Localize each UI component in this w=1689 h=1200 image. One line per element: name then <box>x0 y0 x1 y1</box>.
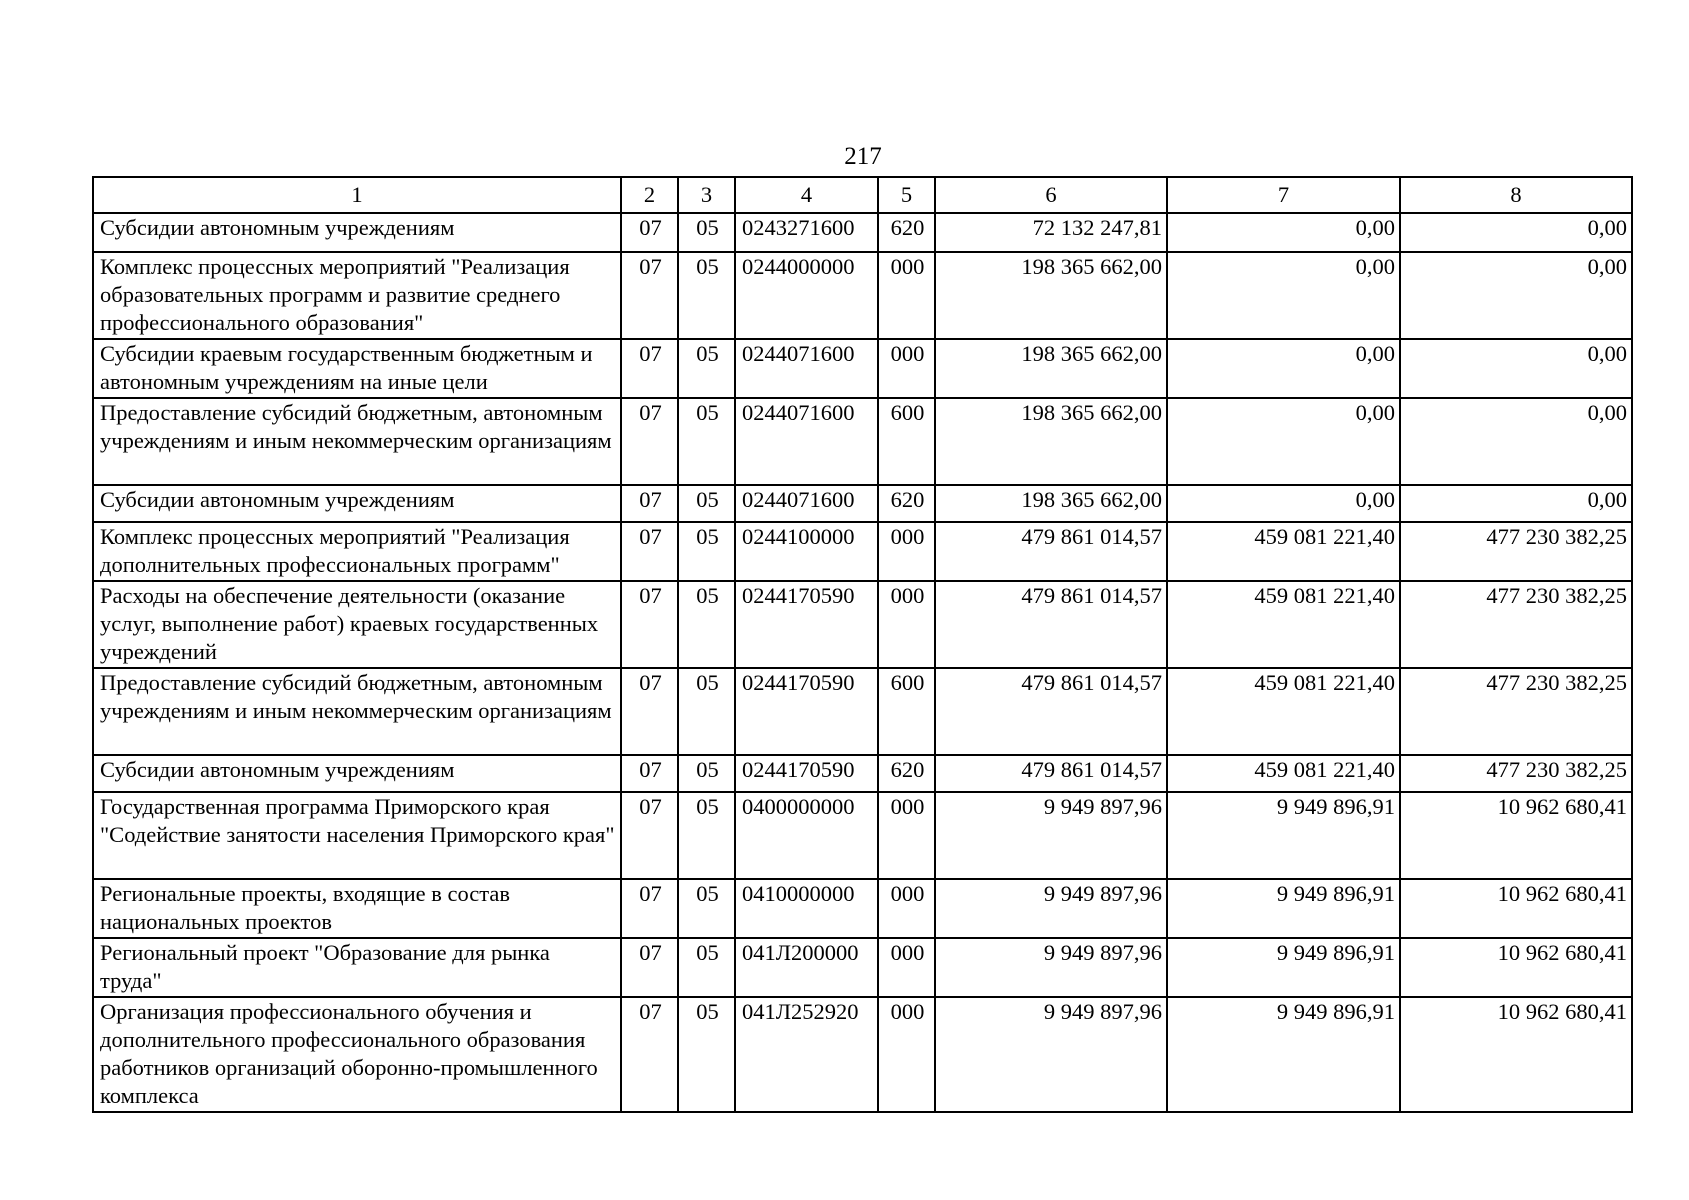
row-name: Организация профессионального обучения и дополнительного профессионального образования работников организаций оборонно-промышленного комплекса <box>93 997 621 1112</box>
budget-table <box>92 176 1633 1113</box>
row-target-article: 0244170590 <box>735 668 878 755</box>
row-subsection: 05 <box>678 997 735 1112</box>
row-amount-col8: 477 230 382,25 <box>1400 668 1632 755</box>
row-section: 07 <box>621 485 678 522</box>
row-target-article: 0244170590 <box>735 581 878 668</box>
row-amount-col6: 9 949 897,96 <box>935 792 1167 879</box>
row-target-article: 0243271600 <box>735 213 878 252</box>
row-amount-col7: 0,00 <box>1167 339 1400 398</box>
row-amount-col6: 9 949 897,96 <box>935 879 1167 938</box>
row-amount-col6: 479 861 014,57 <box>935 755 1167 792</box>
row-target-article: 0244000000 <box>735 252 878 339</box>
row-name: Расходы на обеспечение деятельности (оказание услуг, выполнение работ) краевых государственных учреждений <box>93 581 621 668</box>
row-amount-col8: 0,00 <box>1400 339 1632 398</box>
row-subsection: 05 <box>678 668 735 755</box>
header-row <box>93 177 1632 213</box>
row-subsection: 05 <box>678 522 735 581</box>
table-row <box>93 522 1632 581</box>
row-amount-col8: 477 230 382,25 <box>1400 522 1632 581</box>
row-amount-col6: 72 132 247,81 <box>935 213 1167 252</box>
row-amount-col7: 459 081 221,40 <box>1167 522 1400 581</box>
row-amount-col8: 10 962 680,41 <box>1400 997 1632 1112</box>
row-name: Государственная программа Приморского края "Содействие занятости населения Приморского края" <box>93 792 621 879</box>
table-row <box>93 252 1632 339</box>
row-amount-col7: 0,00 <box>1167 252 1400 339</box>
row-section: 07 <box>621 581 678 668</box>
row-subsection: 05 <box>678 398 735 485</box>
row-section: 07 <box>621 879 678 938</box>
row-amount-col7: 459 081 221,40 <box>1167 755 1400 792</box>
row-name: Комплекс процессных мероприятий "Реализация образовательных программ и развитие среднего профессионального образования" <box>93 252 621 339</box>
row-expense-type: 620 <box>878 485 935 522</box>
table-row <box>93 755 1632 792</box>
table-body <box>93 213 1632 1112</box>
row-amount-col8: 0,00 <box>1400 485 1632 522</box>
row-target-article: 0244071600 <box>735 398 878 485</box>
row-section: 07 <box>621 522 678 581</box>
table-row <box>93 668 1632 755</box>
header-col-5: 5 <box>878 177 935 213</box>
row-target-article: 0244071600 <box>735 485 878 522</box>
row-expense-type: 000 <box>878 997 935 1112</box>
row-name: Субсидии автономным учреждениям <box>93 485 621 522</box>
row-expense-type: 620 <box>878 213 935 252</box>
header-col-6: 6 <box>935 177 1167 213</box>
row-expense-type: 000 <box>878 879 935 938</box>
row-target-article: 041Л252920 <box>735 997 878 1112</box>
page-number: 217 <box>844 143 882 170</box>
row-section: 07 <box>621 668 678 755</box>
table-row <box>93 339 1632 398</box>
row-amount-col6: 9 949 897,96 <box>935 938 1167 997</box>
row-expense-type: 000 <box>878 252 935 339</box>
row-target-article: 0400000000 <box>735 792 878 879</box>
row-amount-col7: 459 081 221,40 <box>1167 668 1400 755</box>
table-row <box>93 792 1632 879</box>
row-name: Субсидии краевым государственным бюджетным и автономным учреждениям на иные цели <box>93 339 621 398</box>
header-col-2: 2 <box>621 177 678 213</box>
table-row <box>93 581 1632 668</box>
row-amount-col7: 9 949 896,91 <box>1167 792 1400 879</box>
row-amount-col8: 477 230 382,25 <box>1400 581 1632 668</box>
row-name: Региональный проект "Образование для рынка труда" <box>93 938 621 997</box>
row-amount-col6: 198 365 662,00 <box>935 339 1167 398</box>
table-header <box>93 177 1632 213</box>
row-subsection: 05 <box>678 252 735 339</box>
row-name: Субсидии автономным учреждениям <box>93 755 621 792</box>
row-name: Региональные проекты, входящие в состав национальных проектов <box>93 879 621 938</box>
row-subsection: 05 <box>678 581 735 668</box>
header-col-3: 3 <box>678 177 735 213</box>
row-amount-col8: 10 962 680,41 <box>1400 792 1632 879</box>
row-amount-col7: 9 949 896,91 <box>1167 997 1400 1112</box>
row-amount-col7: 9 949 896,91 <box>1167 938 1400 997</box>
table-row <box>93 213 1632 252</box>
row-amount-col8: 0,00 <box>1400 213 1632 252</box>
row-target-article: 0244100000 <box>735 522 878 581</box>
header-col-7: 7 <box>1167 177 1400 213</box>
row-subsection: 05 <box>678 485 735 522</box>
row-expense-type: 600 <box>878 398 935 485</box>
row-subsection: 05 <box>678 879 735 938</box>
row-section: 07 <box>621 938 678 997</box>
row-amount-col6: 198 365 662,00 <box>935 398 1167 485</box>
row-section: 07 <box>621 792 678 879</box>
row-section: 07 <box>621 398 678 485</box>
row-amount-col8: 10 962 680,41 <box>1400 879 1632 938</box>
row-subsection: 05 <box>678 339 735 398</box>
table-row <box>93 997 1632 1112</box>
row-expense-type: 600 <box>878 668 935 755</box>
row-amount-col7: 459 081 221,40 <box>1167 581 1400 668</box>
row-amount-col6: 198 365 662,00 <box>935 485 1167 522</box>
header-col-8: 8 <box>1400 177 1632 213</box>
row-amount-col6: 198 365 662,00 <box>935 252 1167 339</box>
row-amount-col8: 0,00 <box>1400 398 1632 485</box>
row-expense-type: 000 <box>878 792 935 879</box>
row-subsection: 05 <box>678 213 735 252</box>
row-target-article: 0244071600 <box>735 339 878 398</box>
row-amount-col6: 9 949 897,96 <box>935 997 1167 1112</box>
row-name: Предоставление субсидий бюджетным, автономным учреждениям и иным некоммерческим организациям <box>93 668 621 755</box>
row-section: 07 <box>621 213 678 252</box>
table-row <box>93 398 1632 485</box>
row-amount-col8: 477 230 382,25 <box>1400 755 1632 792</box>
header-col-4: 4 <box>735 177 878 213</box>
row-expense-type: 000 <box>878 938 935 997</box>
row-section: 07 <box>621 755 678 792</box>
row-amount-col7: 0,00 <box>1167 213 1400 252</box>
row-target-article: 0244170590 <box>735 755 878 792</box>
row-expense-type: 000 <box>878 522 935 581</box>
row-amount-col6: 479 861 014,57 <box>935 522 1167 581</box>
row-subsection: 05 <box>678 755 735 792</box>
row-name: Предоставление субсидий бюджетным, автономным учреждениям и иным некоммерческим организациям <box>93 398 621 485</box>
row-amount-col6: 479 861 014,57 <box>935 581 1167 668</box>
row-target-article: 0410000000 <box>735 879 878 938</box>
table-row <box>93 938 1632 997</box>
row-name: Комплекс процессных мероприятий "Реализация дополнительных профессиональных программ" <box>93 522 621 581</box>
row-amount-col8: 0,00 <box>1400 252 1632 339</box>
row-amount-col7: 0,00 <box>1167 485 1400 522</box>
row-amount-col6: 479 861 014,57 <box>935 668 1167 755</box>
row-subsection: 05 <box>678 938 735 997</box>
row-target-article: 041Л200000 <box>735 938 878 997</box>
row-expense-type: 000 <box>878 581 935 668</box>
row-amount-col8: 10 962 680,41 <box>1400 938 1632 997</box>
table-row <box>93 879 1632 938</box>
row-name: Субсидии автономным учреждениям <box>93 213 621 252</box>
row-expense-type: 620 <box>878 755 935 792</box>
table-row <box>93 485 1632 522</box>
row-expense-type: 000 <box>878 339 935 398</box>
row-subsection: 05 <box>678 792 735 879</box>
row-amount-col7: 9 949 896,91 <box>1167 879 1400 938</box>
row-section: 07 <box>621 339 678 398</box>
header-col-1: 1 <box>93 177 621 213</box>
row-section: 07 <box>621 252 678 339</box>
row-section: 07 <box>621 997 678 1112</box>
row-amount-col7: 0,00 <box>1167 398 1400 485</box>
